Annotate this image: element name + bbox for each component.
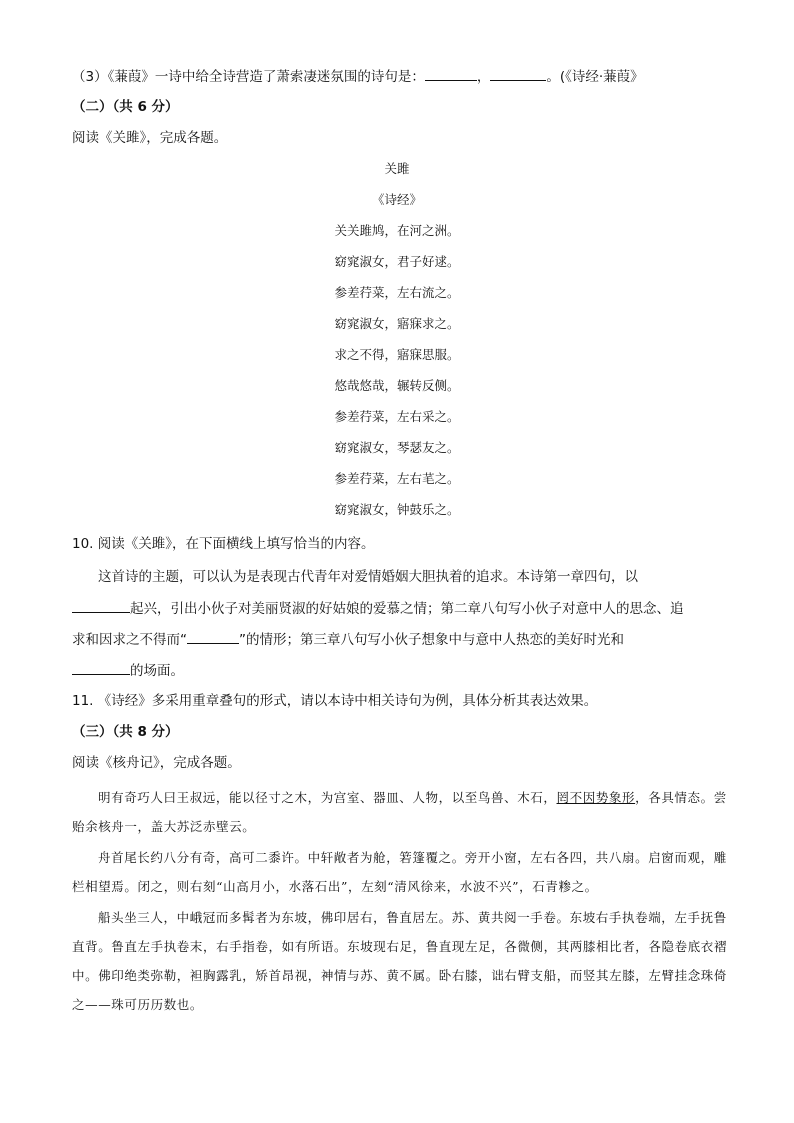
passage-paragraph-1 <box>72 783 728 841</box>
question-10-text: ”的情形；第三章八句写小伙子想象中与意中人热恋的美好时光和 <box>239 632 624 648</box>
question-10-text: 起兴，引出小伙子对美丽贤淑的好姑娘的爱慕之情；第二章八句写小伙子对意中人的思念、追 <box>130 601 684 617</box>
answer-blank-4[interactable] <box>187 629 239 644</box>
question-3-suffix: 。(《诗经·蒹葭》 <box>546 69 644 85</box>
poem-line: 参差荇菜，左右流之。 <box>334 285 460 300</box>
section-3-instruction: 阅读《核舟记》，完成各题。 <box>72 755 241 771</box>
poem-title: 关雎 <box>384 161 410 176</box>
passage-paragraph-2: 舟首尾长约八分有奇，高可二黍许。中轩敞者为舱，箬篷覆之。旁开小窗，左右各四，共八扇。启窗而观，雕栏相望焉。闭之，则右刻“山高月小，水落石出”，左刻“清风徐来，水波不兴”，石青糁之。 <box>72 850 727 894</box>
underlined-phrase: 罔不因势象形 <box>556 790 636 805</box>
question-3-prefix: （3）《蒹葭》一诗中给全诗营造了萧索凄迷氛围的诗句是： <box>72 69 425 85</box>
question-10-paragraph-line-4 <box>72 660 732 681</box>
passage-text: 明有奇巧人曰王叔远，能以径寸之木，为宫室、器皿、人物，以至鸟兽、木石， <box>98 790 557 805</box>
question-3-line <box>72 66 732 87</box>
poem-line: 求之不得，寤寐思服。 <box>334 347 460 362</box>
section-2-heading: （二）（共 6 分） <box>72 99 179 115</box>
question-10-paragraph-line-2 <box>72 598 732 619</box>
poem-line: 关关雎鸠，在河之洲。 <box>334 223 460 238</box>
poem-line: 窈窕淑女，君子好逑。 <box>334 254 460 269</box>
passage-text: ，各具情态。尝贻余核舟一，盖大苏泛赤壁云。 <box>72 790 727 834</box>
poem-line: 悠哉悠哉，辗转反侧。 <box>334 378 460 393</box>
passage-paragraph-3: 船头坐三人，中峨冠而多髯者为东坡，佛印居右，鲁直居左。苏、黄共阅一手卷。东坡右手执卷端，左手抚鲁直背。鲁直左手执卷末，右手指卷，如有所语。东坡现右足，鲁直现左足，各微侧，其两膝相比者，各隐卷底衣褶中。佛印绝类弥勒，袒胸露乳，矫首昂视，神情与苏、黄不属。卧右膝，诎右臂支船，而竖其左膝，左臂挂念珠倚之——珠可历历数也。 <box>72 910 728 1012</box>
question-10-text: 求和因求之不得而“ <box>72 632 187 648</box>
question-10-stem: 10. 阅读《关雎》，在下面横线上填写恰当的内容。 <box>72 536 375 552</box>
answer-blank-5[interactable] <box>72 660 130 675</box>
section-3-heading: （三）（共 8 分） <box>72 724 179 740</box>
question-11-stem: 11. 《诗经》多采用重章叠句的形式，请以本诗中相关诗句为例，具体分析其表达效果。 <box>72 693 598 709</box>
poem-line: 参差荇菜，左右采之。 <box>334 409 460 424</box>
poem-source: 《诗经》 <box>371 192 422 207</box>
poem-line: 窈窕淑女，琴瑟友之。 <box>334 440 460 455</box>
question-3-sep: ， <box>476 69 491 85</box>
poem-line: 参差荇菜，左右芼之。 <box>334 471 460 486</box>
section-2-instruction: 阅读《关雎》，完成各题。 <box>72 130 228 146</box>
question-10-text: 的场面。 <box>130 663 184 679</box>
answer-blank-1[interactable] <box>425 66 477 81</box>
question-10-paragraph-line-3 <box>72 629 732 650</box>
poem-line: 窈窕淑女，寤寐求之。 <box>334 316 460 331</box>
question-10-paragraph-line-1: 这首诗的主题，可以认为是表现古代青年对爱情婚姻大胆执着的追求。本诗第一章四句，以 <box>98 569 638 585</box>
answer-blank-2[interactable] <box>490 66 546 81</box>
poem-line: 窈窕淑女，钟鼓乐之。 <box>334 502 460 517</box>
answer-blank-3[interactable] <box>72 598 130 613</box>
